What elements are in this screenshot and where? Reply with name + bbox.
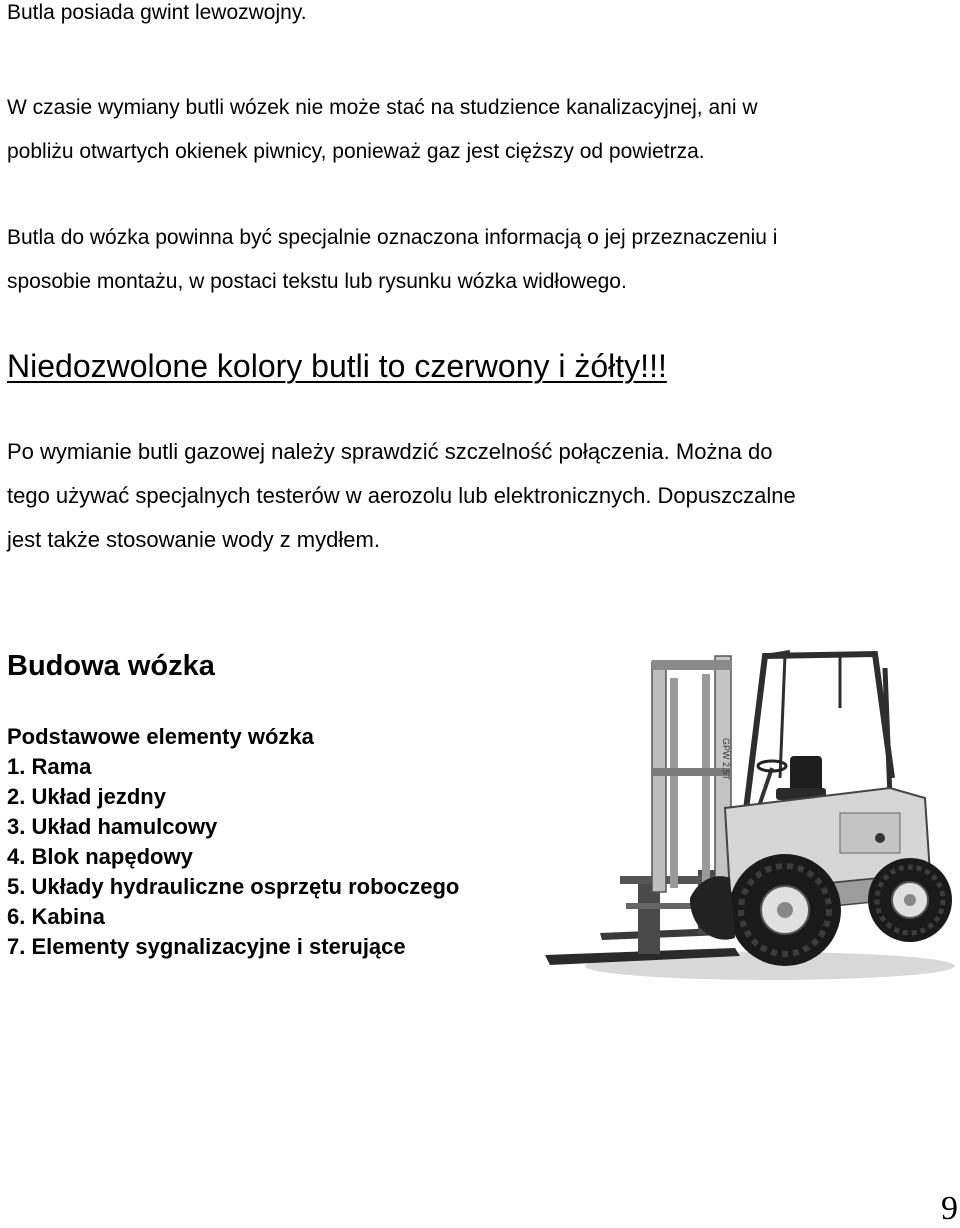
mast-inner-rail (670, 678, 678, 888)
text-line: pobliżu otwartych okienek piwnicy, ponieważ gaz jest cięższy od powietrza. (7, 140, 705, 163)
list-item: 3. Układ hamulcowy (7, 814, 218, 839)
list-item: 5. Układy hydrauliczne osprzętu roboczego (7, 874, 460, 899)
list-item: 7. Elementy sygnalizacyjne i sterujące (7, 934, 406, 959)
front-wheel (729, 854, 841, 966)
mast-label: GPW 2.5T (721, 738, 731, 781)
section-heading: Budowa wózka (7, 650, 215, 682)
overhead-guard-bar (780, 655, 785, 778)
components-list (7, 722, 459, 962)
rear-wheel (868, 858, 952, 942)
warning-forbidden-colors: Niedozwolone kolory butli to czerwony i żółty!!! (7, 348, 667, 384)
list-title: Podstawowe elementy wózka (7, 724, 314, 749)
list-item: 2. Układ jezdny (7, 784, 166, 809)
paragraph-thread: Butla posiada gwint lewozwojny. (7, 1, 307, 24)
forklift-photo-icon (540, 648, 960, 993)
paragraph-replacement-location (7, 86, 758, 174)
paragraph-cylinder-marking (7, 216, 777, 304)
text-line: jest także stosowanie wody z mydłem. (7, 527, 380, 552)
text-line: tego używać specjalnych testerów w aerozolu lub elektronicznych. Dopuszczalne (7, 483, 796, 508)
mast-left-rail (652, 662, 666, 892)
text-line: W czasie wymiany butli wózek nie może stać na studzience kanalizacyjnej, ani w (7, 96, 758, 119)
text-line: Po wymianie butli gazowej należy sprawdzić szczelność połączenia. Można do (7, 439, 773, 464)
text-line: Butla do wózka powinna być specjalnie oznaczona informacją o jej przeznaczeniu i (7, 226, 778, 249)
paragraph-leak-check (7, 430, 796, 562)
text-line: sposobie montażu, w postaci tekstu lub rysunku wózka widłowego. (7, 270, 627, 293)
page-number: 9 (941, 1190, 958, 1227)
mast-crossbar (652, 768, 731, 776)
list-item: 6. Kabina (7, 904, 105, 929)
list-item: 4. Blok napędowy (7, 844, 193, 869)
body-panel (840, 813, 900, 853)
mast-inner-rail (702, 674, 710, 888)
overhead-guard-post (885, 668, 890, 798)
mast-crossbar (652, 660, 731, 670)
body-detail (875, 833, 885, 843)
list-item: 1. Rama (7, 754, 92, 779)
